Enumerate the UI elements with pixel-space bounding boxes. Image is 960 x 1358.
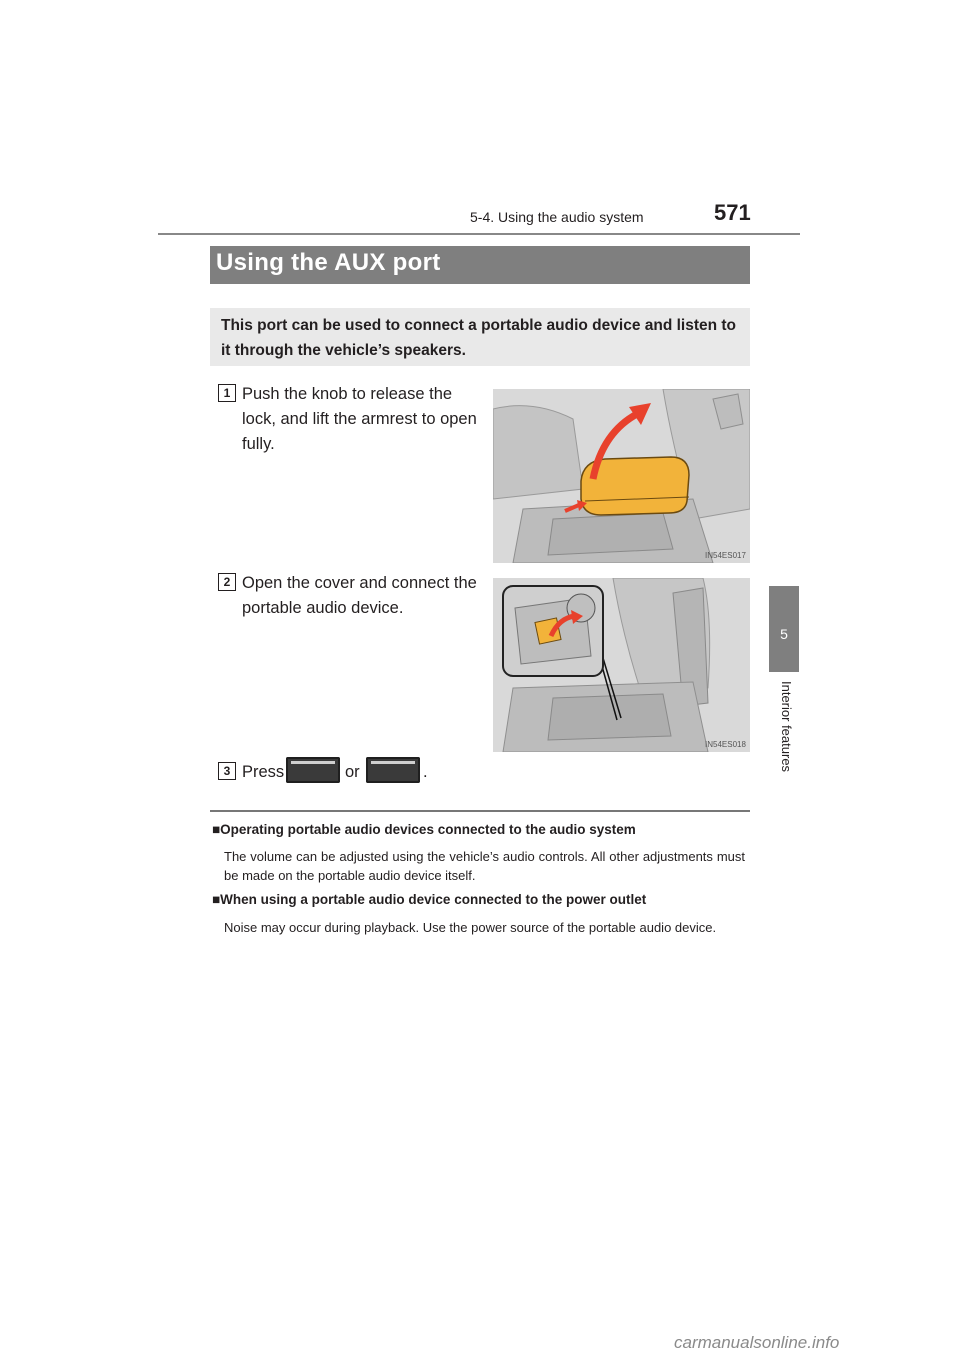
- page-number: 571: [714, 200, 751, 225]
- note-heading-2: ■When using a portable audio device connected to the power outlet: [212, 892, 647, 907]
- step-text-or: or: [345, 763, 360, 781]
- notes-rule: [210, 810, 750, 812]
- media-button-icon: [286, 757, 340, 783]
- section-reference: 5-4. Using the audio system: [470, 209, 644, 225]
- illustration-code-2: IN54ES018: [705, 740, 746, 749]
- illustration-code-1: IN54ES017: [705, 551, 746, 560]
- aux-port-illustration-drawing: [493, 578, 750, 752]
- armrest-illustration: [493, 389, 750, 563]
- step-number-1: 1: [218, 384, 236, 402]
- watermark: carmanualsonline.info: [674, 1333, 840, 1352]
- header-rule: [158, 233, 800, 235]
- step-text-period: .: [423, 763, 428, 781]
- aux-button-icon: [366, 757, 420, 783]
- armrest-illustration-drawing: [493, 389, 750, 563]
- chapter-tab-number: 5: [780, 626, 788, 642]
- chapter-tab-label: Interior features: [779, 681, 794, 773]
- step-text-press: Press: [242, 763, 285, 781]
- aux-port-illustration: [493, 578, 750, 752]
- intro-text: This port can be used to connect a portable audio device and listen to it through the vehicle’s speakers.: [221, 317, 737, 359]
- step-text-2: Open the cover and connect the portable audio device.: [242, 574, 477, 617]
- note-body-2: Noise may occur during playback. Use the power source of the portable audio device.: [224, 920, 717, 935]
- note-body-1: The volume can be adjusted using the vehicle’s audio controls. All other adjustments must be made on the portable audio device itself.: [224, 849, 745, 883]
- note-heading-1: ■Operating portable audio devices connected to the audio system: [212, 822, 636, 837]
- step-number-3: 3: [218, 762, 236, 780]
- step-number-2: 2: [218, 573, 236, 591]
- step-text-1: Push the knob to release the lock, and lift the armrest to open fully.: [242, 385, 477, 453]
- page-title: Using the AUX port: [216, 249, 441, 276]
